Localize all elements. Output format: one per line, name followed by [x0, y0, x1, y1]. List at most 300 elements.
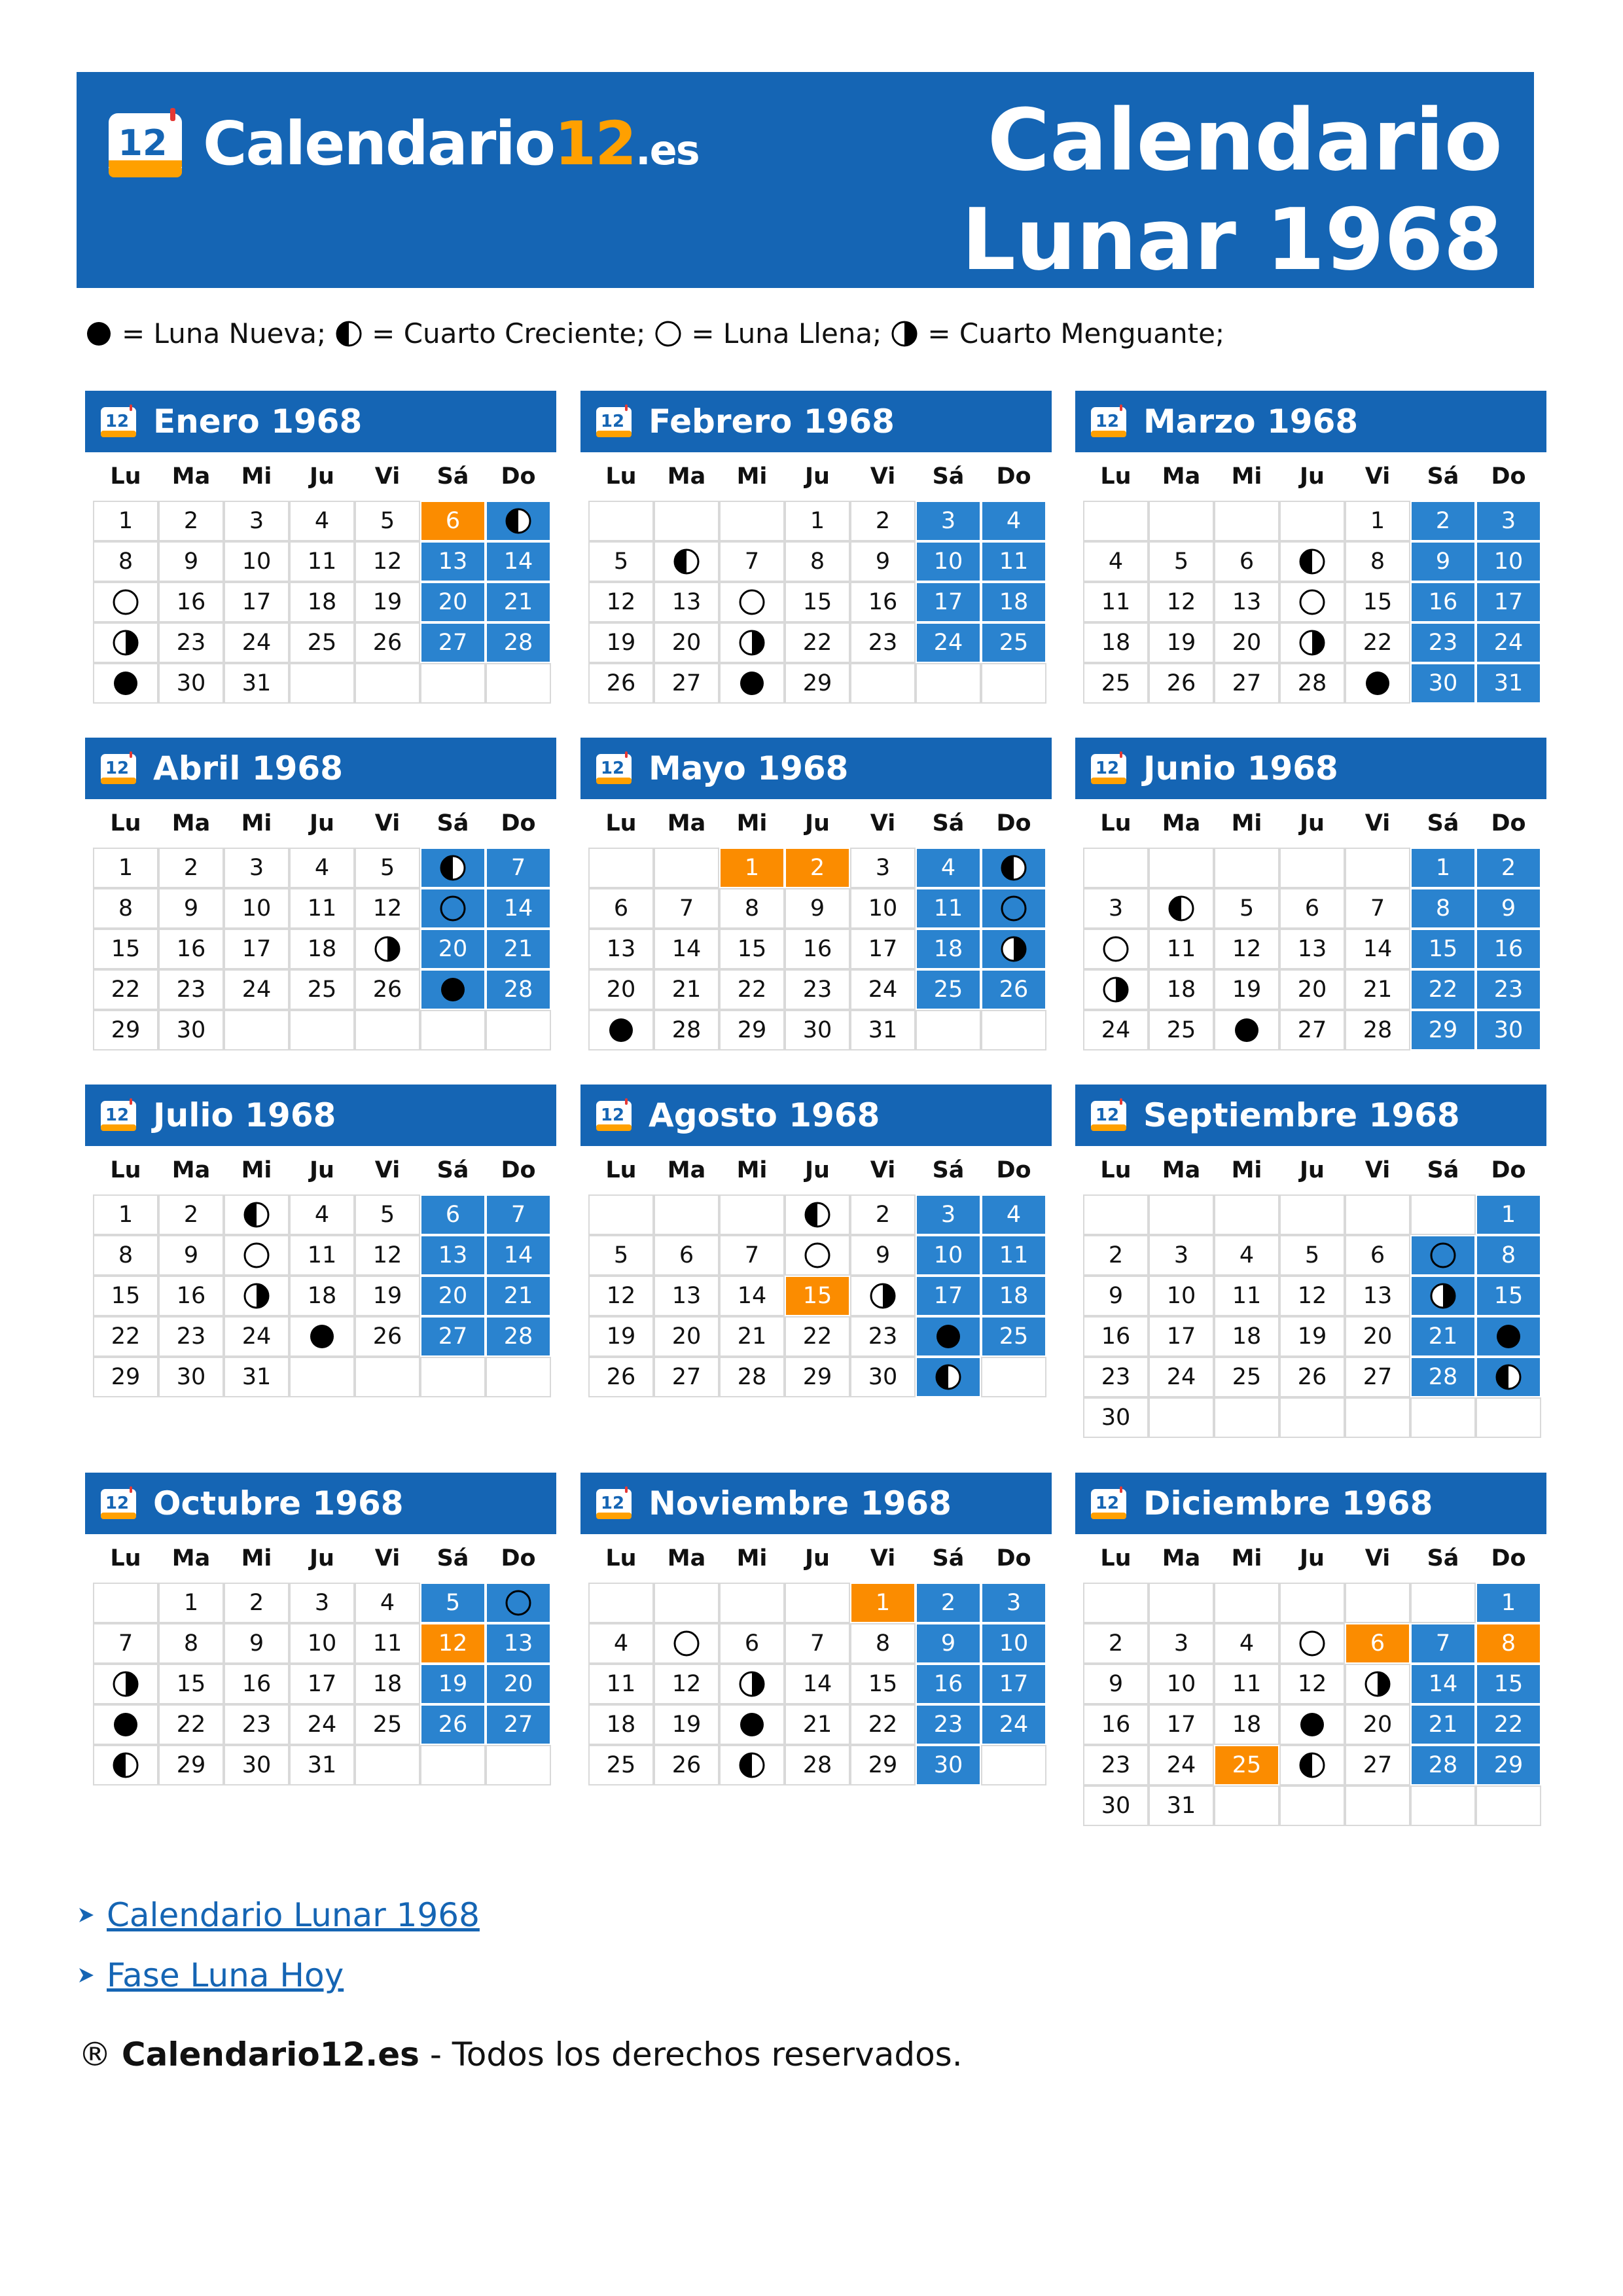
- day-cell[interactable]: [93, 622, 158, 663]
- day-cell[interactable]: [785, 1235, 850, 1276]
- day-cell[interactable]: 4: [289, 1194, 355, 1235]
- day-cell[interactable]: 29: [719, 1010, 785, 1050]
- day-cell[interactable]: 21: [486, 582, 551, 622]
- day-cell[interactable]: 15: [1476, 1276, 1541, 1316]
- day-cell[interactable]: 6: [654, 1235, 719, 1276]
- day-cell[interactable]: 6: [588, 888, 654, 929]
- day-cell[interactable]: 8: [1476, 1623, 1541, 1664]
- day-cell[interactable]: 29: [1410, 1010, 1476, 1050]
- day-cell[interactable]: 26: [588, 663, 654, 704]
- day-cell[interactable]: 21: [1345, 969, 1410, 1010]
- day-cell[interactable]: [654, 541, 719, 582]
- day-cell[interactable]: 24: [1149, 1745, 1214, 1785]
- day-cell[interactable]: 11: [1083, 582, 1149, 622]
- day-cell[interactable]: 11: [355, 1623, 420, 1664]
- day-cell[interactable]: 8: [1345, 541, 1410, 582]
- day-cell[interactable]: [1279, 622, 1345, 663]
- day-cell[interactable]: 15: [1345, 582, 1410, 622]
- day-cell[interactable]: 27: [1345, 1745, 1410, 1785]
- day-cell[interactable]: [224, 1276, 289, 1316]
- day-cell[interactable]: 26: [355, 1316, 420, 1357]
- day-cell[interactable]: 30: [1476, 1010, 1541, 1050]
- day-cell[interactable]: 25: [1214, 1745, 1279, 1785]
- day-cell[interactable]: 6: [1214, 541, 1279, 582]
- day-cell[interactable]: 27: [1345, 1357, 1410, 1397]
- day-cell[interactable]: 20: [1345, 1316, 1410, 1357]
- day-cell[interactable]: 13: [654, 1276, 719, 1316]
- day-cell[interactable]: 9: [850, 541, 916, 582]
- day-cell[interactable]: [1279, 541, 1345, 582]
- day-cell[interactable]: 29: [850, 1745, 916, 1785]
- day-cell[interactable]: 22: [93, 1316, 158, 1357]
- day-cell[interactable]: 8: [850, 1623, 916, 1664]
- day-cell[interactable]: 10: [1149, 1276, 1214, 1316]
- day-cell[interactable]: 1: [1410, 848, 1476, 888]
- day-cell[interactable]: 9: [158, 1235, 224, 1276]
- day-cell[interactable]: 16: [1083, 1704, 1149, 1745]
- day-cell[interactable]: 1: [850, 1583, 916, 1623]
- day-cell[interactable]: 17: [224, 929, 289, 969]
- day-cell[interactable]: 9: [158, 541, 224, 582]
- day-cell[interactable]: 25: [289, 622, 355, 663]
- day-cell[interactable]: 28: [654, 1010, 719, 1050]
- day-cell[interactable]: 27: [486, 1704, 551, 1745]
- day-cell[interactable]: 9: [158, 888, 224, 929]
- day-cell[interactable]: 5: [355, 1194, 420, 1235]
- day-cell[interactable]: 28: [1345, 1010, 1410, 1050]
- day-cell[interactable]: 26: [654, 1745, 719, 1785]
- day-cell[interactable]: 10: [224, 888, 289, 929]
- day-cell[interactable]: 18: [981, 1276, 1046, 1316]
- day-cell[interactable]: 22: [158, 1704, 224, 1745]
- day-cell[interactable]: 24: [224, 622, 289, 663]
- day-cell[interactable]: 3: [916, 1194, 981, 1235]
- day-cell[interactable]: 4: [981, 1194, 1046, 1235]
- day-cell[interactable]: 28: [1410, 1745, 1476, 1785]
- day-cell[interactable]: 22: [1410, 969, 1476, 1010]
- day-cell[interactable]: 24: [1149, 1357, 1214, 1397]
- day-cell[interactable]: 21: [785, 1704, 850, 1745]
- day-cell[interactable]: 20: [1279, 969, 1345, 1010]
- day-cell[interactable]: 6: [1345, 1235, 1410, 1276]
- day-cell[interactable]: 13: [420, 1235, 486, 1276]
- day-cell[interactable]: 11: [588, 1664, 654, 1704]
- day-cell[interactable]: [93, 1704, 158, 1745]
- day-cell[interactable]: 17: [981, 1664, 1046, 1704]
- day-cell[interactable]: 15: [850, 1664, 916, 1704]
- day-cell[interactable]: 20: [420, 582, 486, 622]
- day-cell[interactable]: 15: [93, 1276, 158, 1316]
- day-cell[interactable]: [719, 622, 785, 663]
- day-cell[interactable]: 15: [1476, 1664, 1541, 1704]
- day-cell[interactable]: 10: [1476, 541, 1541, 582]
- day-cell[interactable]: 11: [1214, 1664, 1279, 1704]
- day-cell[interactable]: 2: [850, 501, 916, 541]
- day-cell[interactable]: 22: [785, 1316, 850, 1357]
- day-cell[interactable]: [588, 1010, 654, 1050]
- day-cell[interactable]: 21: [486, 1276, 551, 1316]
- day-cell[interactable]: [355, 929, 420, 969]
- day-cell[interactable]: 19: [355, 582, 420, 622]
- day-cell[interactable]: 23: [785, 969, 850, 1010]
- day-cell[interactable]: 17: [850, 929, 916, 969]
- day-cell[interactable]: 12: [654, 1664, 719, 1704]
- day-cell[interactable]: [420, 888, 486, 929]
- day-cell[interactable]: 8: [93, 541, 158, 582]
- day-cell[interactable]: [1083, 969, 1149, 1010]
- day-cell[interactable]: 11: [289, 1235, 355, 1276]
- day-cell[interactable]: [93, 663, 158, 704]
- day-cell[interactable]: 4: [981, 501, 1046, 541]
- day-cell[interactable]: [719, 1745, 785, 1785]
- day-cell[interactable]: 4: [1214, 1235, 1279, 1276]
- day-cell[interactable]: [719, 1704, 785, 1745]
- day-cell[interactable]: 4: [355, 1583, 420, 1623]
- day-cell[interactable]: 23: [1083, 1745, 1149, 1785]
- day-cell[interactable]: 9: [224, 1623, 289, 1664]
- day-cell[interactable]: [420, 848, 486, 888]
- day-cell[interactable]: 6: [420, 1194, 486, 1235]
- day-cell[interactable]: 23: [1410, 622, 1476, 663]
- day-cell[interactable]: 29: [158, 1745, 224, 1785]
- day-cell[interactable]: 24: [1083, 1010, 1149, 1050]
- day-cell[interactable]: 26: [355, 969, 420, 1010]
- day-cell[interactable]: 24: [224, 1316, 289, 1357]
- day-cell[interactable]: 16: [1410, 582, 1476, 622]
- day-cell[interactable]: 14: [785, 1664, 850, 1704]
- day-cell[interactable]: 23: [850, 622, 916, 663]
- day-cell[interactable]: [486, 501, 551, 541]
- day-cell[interactable]: 11: [981, 541, 1046, 582]
- day-cell[interactable]: 2: [1410, 501, 1476, 541]
- day-cell[interactable]: 2: [916, 1583, 981, 1623]
- day-cell[interactable]: 8: [1476, 1235, 1541, 1276]
- day-cell[interactable]: 29: [785, 663, 850, 704]
- day-cell[interactable]: 3: [1476, 501, 1541, 541]
- day-cell[interactable]: 9: [1083, 1664, 1149, 1704]
- day-cell[interactable]: 20: [1345, 1704, 1410, 1745]
- day-cell[interactable]: [719, 1664, 785, 1704]
- day-cell[interactable]: [719, 663, 785, 704]
- day-cell[interactable]: 22: [719, 969, 785, 1010]
- day-cell[interactable]: 8: [1410, 888, 1476, 929]
- day-cell[interactable]: 28: [719, 1357, 785, 1397]
- day-cell[interactable]: 19: [588, 622, 654, 663]
- day-cell[interactable]: 2: [224, 1583, 289, 1623]
- day-cell[interactable]: 12: [355, 888, 420, 929]
- day-cell[interactable]: 13: [486, 1623, 551, 1664]
- day-cell[interactable]: 13: [1214, 582, 1279, 622]
- day-cell[interactable]: 18: [355, 1664, 420, 1704]
- day-cell[interactable]: 20: [1214, 622, 1279, 663]
- day-cell[interactable]: 22: [1345, 622, 1410, 663]
- day-cell[interactable]: 3: [1149, 1623, 1214, 1664]
- day-cell[interactable]: 26: [1279, 1357, 1345, 1397]
- day-cell[interactable]: 2: [1083, 1623, 1149, 1664]
- day-cell[interactable]: 30: [158, 1010, 224, 1050]
- day-cell[interactable]: 16: [785, 929, 850, 969]
- day-cell[interactable]: 7: [785, 1623, 850, 1664]
- day-cell[interactable]: 18: [1214, 1704, 1279, 1745]
- day-cell[interactable]: 31: [1149, 1785, 1214, 1826]
- day-cell[interactable]: 31: [224, 663, 289, 704]
- day-cell[interactable]: 15: [785, 1276, 850, 1316]
- day-cell[interactable]: [224, 1235, 289, 1276]
- day-cell[interactable]: 6: [420, 501, 486, 541]
- day-cell[interactable]: 3: [916, 501, 981, 541]
- day-cell[interactable]: 18: [1149, 969, 1214, 1010]
- day-cell[interactable]: [1476, 1316, 1541, 1357]
- day-cell[interactable]: 26: [1149, 663, 1214, 704]
- day-cell[interactable]: [654, 1623, 719, 1664]
- day-cell[interactable]: 14: [1345, 929, 1410, 969]
- day-cell[interactable]: 1: [158, 1583, 224, 1623]
- day-cell[interactable]: 18: [916, 929, 981, 969]
- day-cell[interactable]: 20: [654, 622, 719, 663]
- day-cell[interactable]: 19: [1149, 622, 1214, 663]
- moon-phase-today-link[interactable]: Fase Luna Hoy: [107, 1956, 344, 1994]
- day-cell[interactable]: 26: [355, 622, 420, 663]
- day-cell[interactable]: 17: [289, 1664, 355, 1704]
- day-cell[interactable]: 25: [1214, 1357, 1279, 1397]
- day-cell[interactable]: 3: [850, 848, 916, 888]
- day-cell[interactable]: 23: [1083, 1357, 1149, 1397]
- day-cell[interactable]: 14: [654, 929, 719, 969]
- day-cell[interactable]: 18: [1083, 622, 1149, 663]
- day-cell[interactable]: 27: [1214, 663, 1279, 704]
- day-cell[interactable]: 7: [654, 888, 719, 929]
- day-cell[interactable]: 11: [916, 888, 981, 929]
- lunar-calendar-link[interactable]: Calendario Lunar 1968: [107, 1896, 480, 1934]
- day-cell[interactable]: 1: [93, 848, 158, 888]
- day-cell[interactable]: 6: [719, 1623, 785, 1664]
- day-cell[interactable]: 27: [420, 622, 486, 663]
- day-cell[interactable]: 9: [1476, 888, 1541, 929]
- day-cell[interactable]: 1: [1476, 1583, 1541, 1623]
- day-cell[interactable]: 25: [588, 1745, 654, 1785]
- day-cell[interactable]: 15: [158, 1664, 224, 1704]
- day-cell[interactable]: 15: [1410, 929, 1476, 969]
- day-cell[interactable]: 26: [420, 1704, 486, 1745]
- day-cell[interactable]: 28: [486, 1316, 551, 1357]
- day-cell[interactable]: 31: [850, 1010, 916, 1050]
- day-cell[interactable]: 7: [486, 848, 551, 888]
- day-cell[interactable]: 24: [916, 622, 981, 663]
- day-cell[interactable]: 4: [588, 1623, 654, 1664]
- day-cell[interactable]: 5: [355, 848, 420, 888]
- day-cell[interactable]: 5: [588, 1235, 654, 1276]
- day-cell[interactable]: 7: [719, 541, 785, 582]
- site-logo[interactable]: [106, 108, 699, 179]
- day-cell[interactable]: 1: [1476, 1194, 1541, 1235]
- day-cell[interactable]: 28: [1410, 1357, 1476, 1397]
- day-cell[interactable]: [1214, 1010, 1279, 1050]
- day-cell[interactable]: 14: [719, 1276, 785, 1316]
- day-cell[interactable]: 17: [224, 582, 289, 622]
- day-cell[interactable]: 20: [588, 969, 654, 1010]
- day-cell[interactable]: 3: [1083, 888, 1149, 929]
- day-cell[interactable]: 19: [588, 1316, 654, 1357]
- day-cell[interactable]: 21: [1410, 1316, 1476, 1357]
- day-cell[interactable]: [1279, 1704, 1345, 1745]
- day-cell[interactable]: 3: [981, 1583, 1046, 1623]
- day-cell[interactable]: 17: [1476, 582, 1541, 622]
- day-cell[interactable]: 2: [158, 501, 224, 541]
- day-cell[interactable]: 5: [588, 541, 654, 582]
- day-cell[interactable]: 18: [1214, 1316, 1279, 1357]
- day-cell[interactable]: 18: [289, 1276, 355, 1316]
- day-cell[interactable]: 12: [588, 1276, 654, 1316]
- day-cell[interactable]: 16: [1083, 1316, 1149, 1357]
- day-cell[interactable]: 1: [93, 501, 158, 541]
- day-cell[interactable]: 10: [224, 541, 289, 582]
- day-cell[interactable]: 9: [850, 1235, 916, 1276]
- day-cell[interactable]: 8: [719, 888, 785, 929]
- day-cell[interactable]: 3: [224, 848, 289, 888]
- day-cell[interactable]: 20: [654, 1316, 719, 1357]
- day-cell[interactable]: 5: [1279, 1235, 1345, 1276]
- day-cell[interactable]: 11: [981, 1235, 1046, 1276]
- day-cell[interactable]: 8: [158, 1623, 224, 1664]
- day-cell[interactable]: 6: [1279, 888, 1345, 929]
- day-cell[interactable]: 18: [981, 582, 1046, 622]
- day-cell[interactable]: 20: [420, 1276, 486, 1316]
- day-cell[interactable]: 15: [719, 929, 785, 969]
- day-cell[interactable]: 14: [486, 541, 551, 582]
- day-cell[interactable]: 13: [420, 541, 486, 582]
- day-cell[interactable]: 28: [486, 969, 551, 1010]
- day-cell[interactable]: 12: [1279, 1276, 1345, 1316]
- day-cell[interactable]: 11: [289, 541, 355, 582]
- day-cell[interactable]: 7: [486, 1194, 551, 1235]
- day-cell[interactable]: 16: [916, 1664, 981, 1704]
- day-cell[interactable]: 22: [1476, 1704, 1541, 1745]
- day-cell[interactable]: 16: [158, 582, 224, 622]
- day-cell[interactable]: [420, 969, 486, 1010]
- day-cell[interactable]: 19: [420, 1664, 486, 1704]
- day-cell[interactable]: [981, 929, 1046, 969]
- day-cell[interactable]: 7: [1345, 888, 1410, 929]
- day-cell[interactable]: 1: [719, 848, 785, 888]
- day-cell[interactable]: [850, 1276, 916, 1316]
- day-cell[interactable]: 8: [93, 1235, 158, 1276]
- day-cell[interactable]: 10: [916, 541, 981, 582]
- day-cell[interactable]: 10: [981, 1623, 1046, 1664]
- day-cell[interactable]: 20: [420, 929, 486, 969]
- day-cell[interactable]: 14: [1410, 1664, 1476, 1704]
- day-cell[interactable]: [1279, 1745, 1345, 1785]
- day-cell[interactable]: 23: [158, 622, 224, 663]
- day-cell[interactable]: 31: [289, 1745, 355, 1785]
- day-cell[interactable]: 25: [1149, 1010, 1214, 1050]
- day-cell[interactable]: 7: [93, 1623, 158, 1664]
- day-cell[interactable]: 15: [93, 929, 158, 969]
- day-cell[interactable]: 16: [1476, 929, 1541, 969]
- day-cell[interactable]: 29: [1476, 1745, 1541, 1785]
- day-cell[interactable]: 5: [1149, 541, 1214, 582]
- day-cell[interactable]: 30: [158, 1357, 224, 1397]
- day-cell[interactable]: 24: [289, 1704, 355, 1745]
- day-cell[interactable]: 3: [224, 501, 289, 541]
- day-cell[interactable]: 25: [289, 969, 355, 1010]
- day-cell[interactable]: 2: [1476, 848, 1541, 888]
- day-cell[interactable]: 25: [355, 1704, 420, 1745]
- day-cell[interactable]: [785, 1194, 850, 1235]
- day-cell[interactable]: 5: [1214, 888, 1279, 929]
- day-cell[interactable]: [486, 1583, 551, 1623]
- day-cell[interactable]: 21: [1410, 1704, 1476, 1745]
- day-cell[interactable]: [916, 1316, 981, 1357]
- day-cell[interactable]: 12: [588, 582, 654, 622]
- day-cell[interactable]: [93, 582, 158, 622]
- day-cell[interactable]: 28: [785, 1745, 850, 1785]
- day-cell[interactable]: 1: [93, 1194, 158, 1235]
- day-cell[interactable]: [1279, 1623, 1345, 1664]
- day-cell[interactable]: [93, 1664, 158, 1704]
- day-cell[interactable]: 24: [850, 969, 916, 1010]
- day-cell[interactable]: 27: [654, 663, 719, 704]
- day-cell[interactable]: 14: [486, 1235, 551, 1276]
- day-cell[interactable]: 9: [785, 888, 850, 929]
- day-cell[interactable]: 12: [1149, 582, 1214, 622]
- day-cell[interactable]: 12: [1279, 1664, 1345, 1704]
- day-cell[interactable]: 17: [1149, 1316, 1214, 1357]
- day-cell[interactable]: 17: [916, 1276, 981, 1316]
- day-cell[interactable]: 20: [486, 1664, 551, 1704]
- day-cell[interactable]: 22: [93, 969, 158, 1010]
- day-cell[interactable]: [1410, 1276, 1476, 1316]
- day-cell[interactable]: 30: [785, 1010, 850, 1050]
- day-cell[interactable]: 27: [420, 1316, 486, 1357]
- day-cell[interactable]: 12: [1214, 929, 1279, 969]
- day-cell[interactable]: 8: [93, 888, 158, 929]
- day-cell[interactable]: 13: [1279, 929, 1345, 969]
- day-cell[interactable]: 25: [981, 1316, 1046, 1357]
- day-cell[interactable]: 30: [850, 1357, 916, 1397]
- day-cell[interactable]: [1083, 929, 1149, 969]
- day-cell[interactable]: [1345, 1664, 1410, 1704]
- day-cell[interactable]: 30: [158, 663, 224, 704]
- day-cell[interactable]: 28: [1279, 663, 1345, 704]
- day-cell[interactable]: 12: [355, 1235, 420, 1276]
- day-cell[interactable]: 11: [289, 888, 355, 929]
- day-cell[interactable]: 9: [916, 1623, 981, 1664]
- day-cell[interactable]: 30: [916, 1745, 981, 1785]
- day-cell[interactable]: 16: [158, 929, 224, 969]
- day-cell[interactable]: [1410, 1235, 1476, 1276]
- day-cell[interactable]: 5: [355, 501, 420, 541]
- day-cell[interactable]: 21: [486, 929, 551, 969]
- day-cell[interactable]: 23: [158, 969, 224, 1010]
- day-cell[interactable]: 29: [93, 1010, 158, 1050]
- day-cell[interactable]: 17: [916, 582, 981, 622]
- day-cell[interactable]: 14: [486, 888, 551, 929]
- day-cell[interactable]: 25: [1083, 663, 1149, 704]
- day-cell[interactable]: 28: [486, 622, 551, 663]
- day-cell[interactable]: 24: [224, 969, 289, 1010]
- day-cell[interactable]: 13: [654, 582, 719, 622]
- day-cell[interactable]: [93, 1745, 158, 1785]
- day-cell[interactable]: 10: [916, 1235, 981, 1276]
- day-cell[interactable]: [289, 1316, 355, 1357]
- day-cell[interactable]: [981, 888, 1046, 929]
- day-cell[interactable]: 4: [1083, 541, 1149, 582]
- day-cell[interactable]: [224, 1194, 289, 1235]
- day-cell[interactable]: 13: [588, 929, 654, 969]
- day-cell[interactable]: 23: [850, 1316, 916, 1357]
- day-cell[interactable]: [1279, 582, 1345, 622]
- day-cell[interactable]: 12: [355, 541, 420, 582]
